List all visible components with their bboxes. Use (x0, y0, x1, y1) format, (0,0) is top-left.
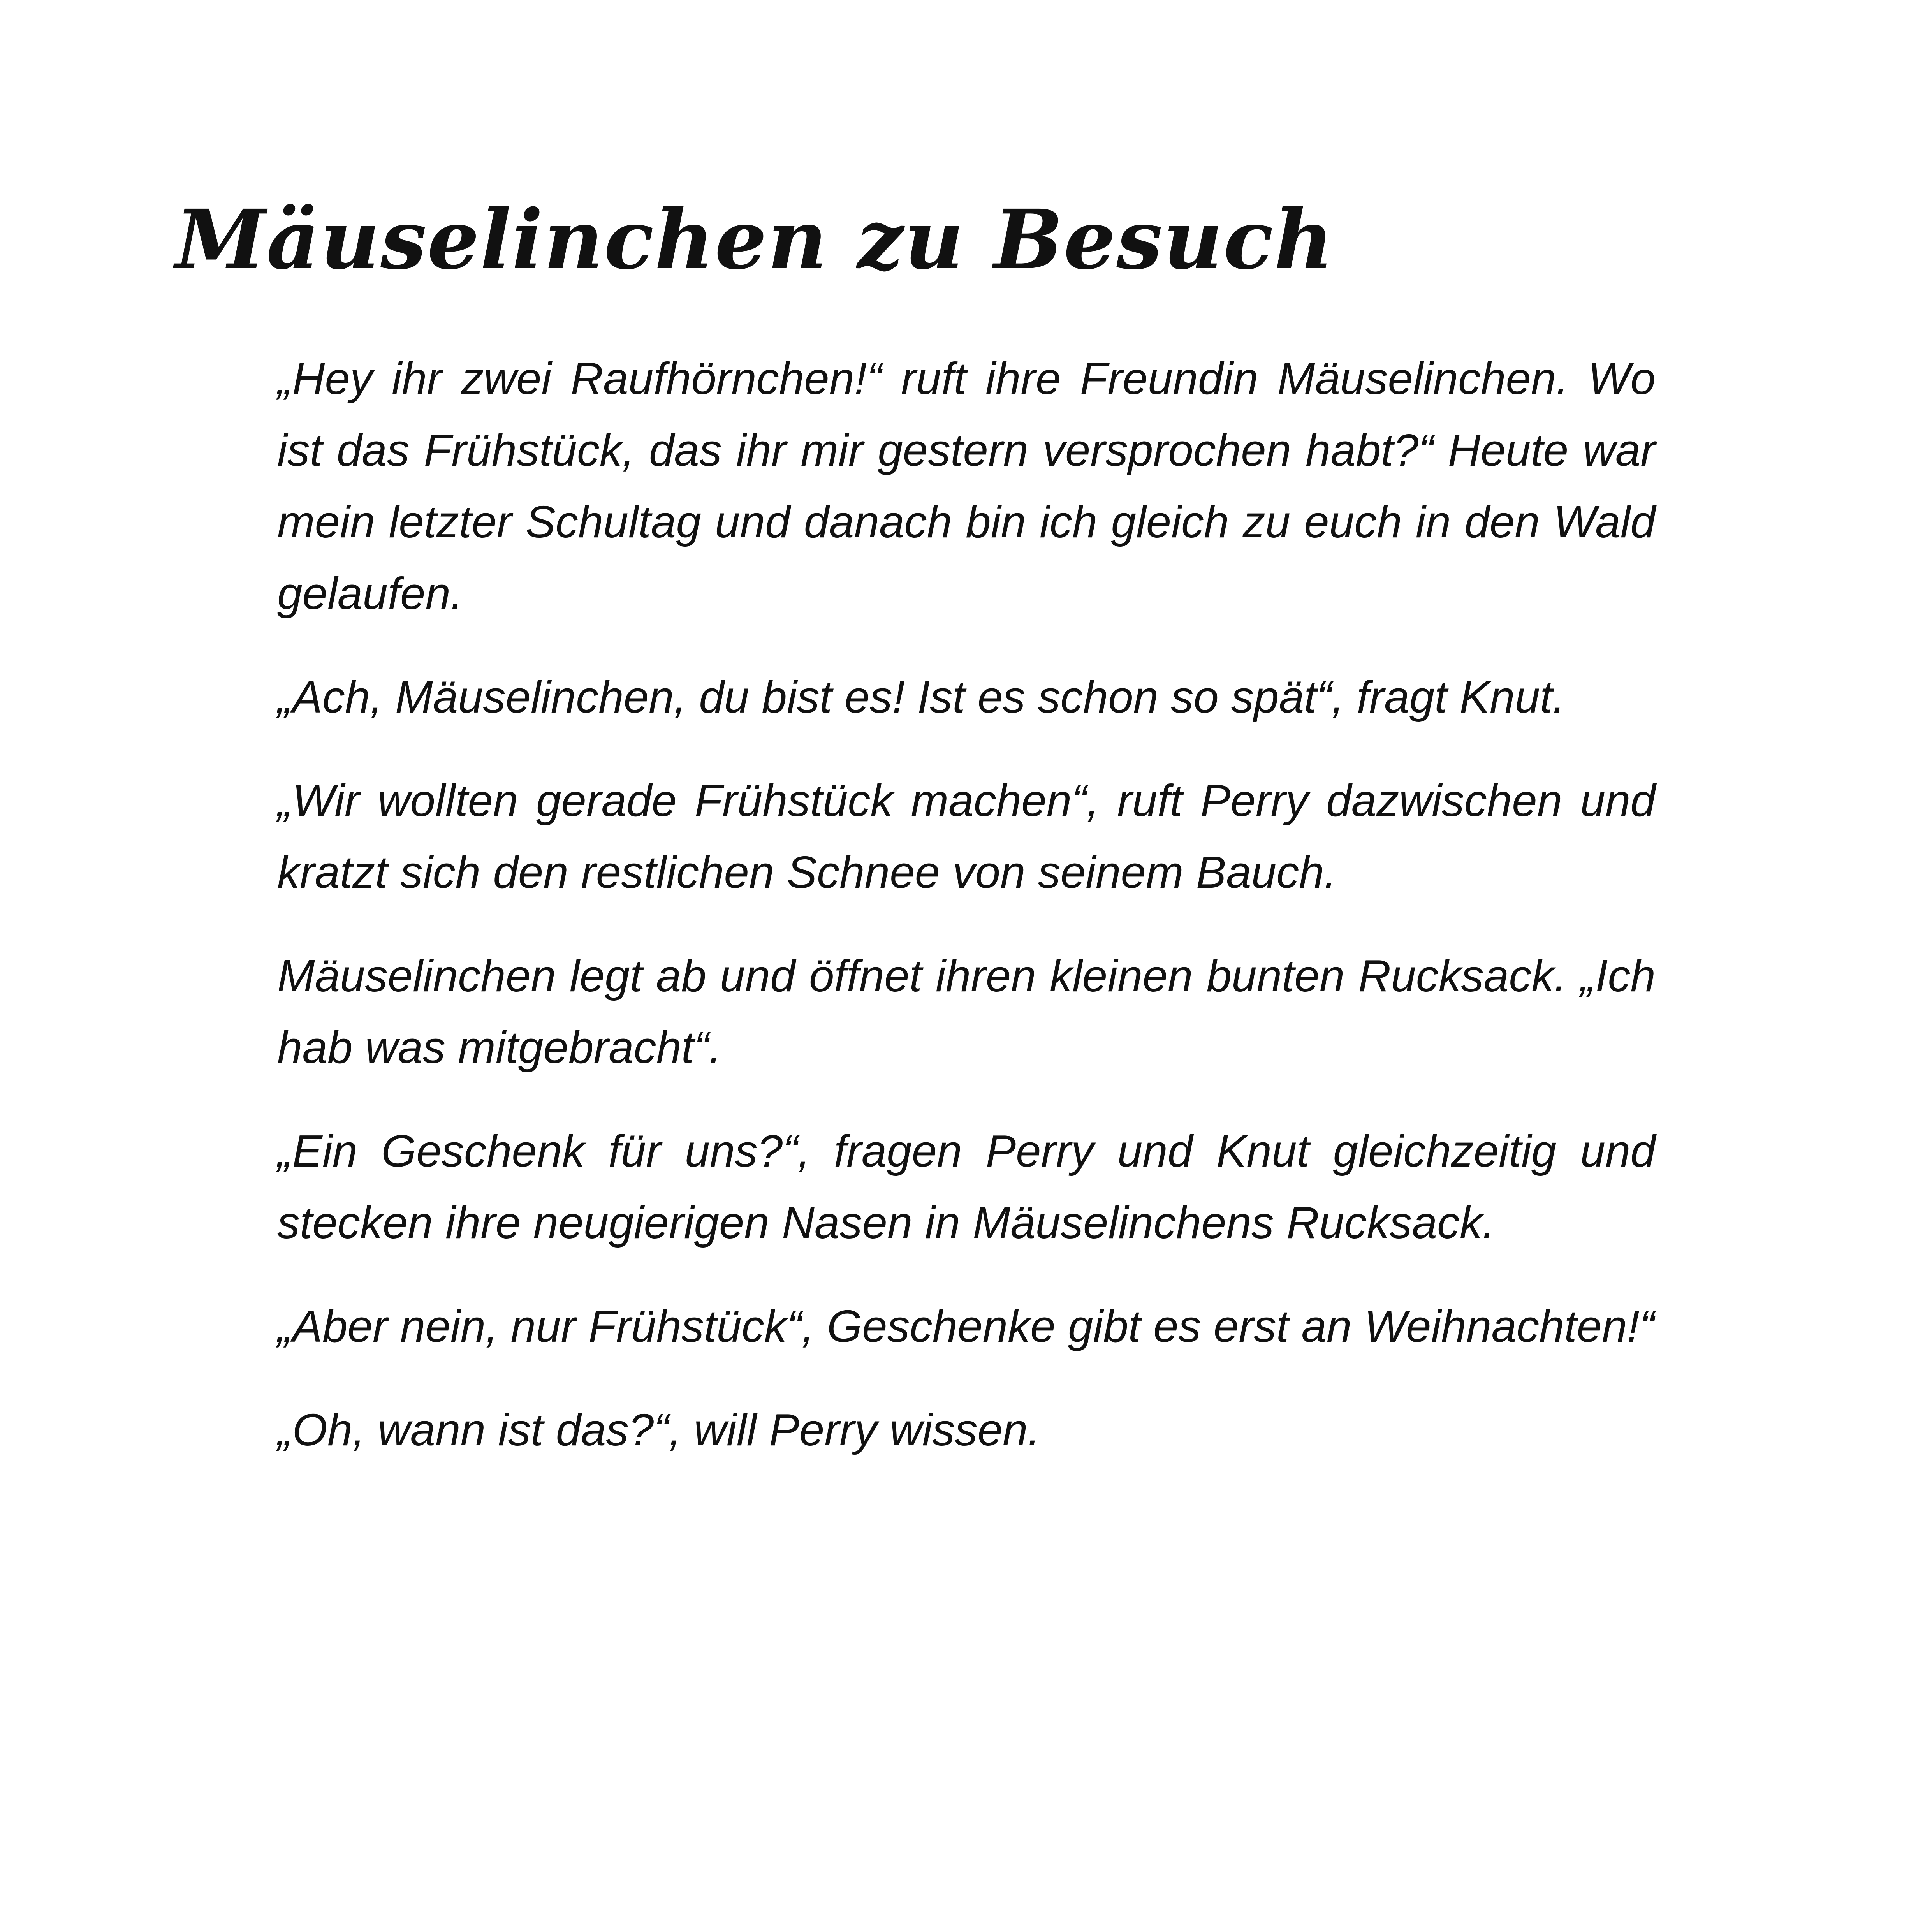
paragraph-6: „Aber nein, nur Frühstück“, Geschenke gibt es erst an Weihnachten!“ (277, 1301, 1655, 1351)
paragraph-4: Mäuselinchen legt ab und öffnet ihren kleinen bunten Rucksack. „Ich hab was mitgebracht“. (277, 950, 1656, 1073)
story-title: Mäuselinchen zu Besuch (175, 192, 1334, 288)
story-body (277, 343, 1656, 1466)
paragraph-2: „Ach, Mäuselinchen, du bist es! Ist es schon so spät“, fragt Knut. (277, 672, 1565, 722)
paragraph-1: „Hey ihr zwei Raufhörnchen!“ ruft ihre Freundin Mäuselinchen. Wo ist das Frühstück, das ihr mir gestern versprochen habt?“ Heute war mein letzter Schultag und danach bin ich gleich zu euch in den Wald gelaufen. (277, 353, 1656, 619)
paragraph-3: „Wir wollten gerade Frühstück machen“, ruft Perry dazwischen und kratzt sich den restlichen Schnee von seinem Bauch. (277, 775, 1656, 897)
paragraph-7: „Oh, wann ist das?“, will Perry wissen. (277, 1404, 1040, 1455)
paragraph-5: „Ein Geschenk für uns?“, fragen Perry und Knut gleichzeitig und stecken ihre neugierigen Nasen in Mäuselinchens Rucksack. (277, 1126, 1656, 1248)
